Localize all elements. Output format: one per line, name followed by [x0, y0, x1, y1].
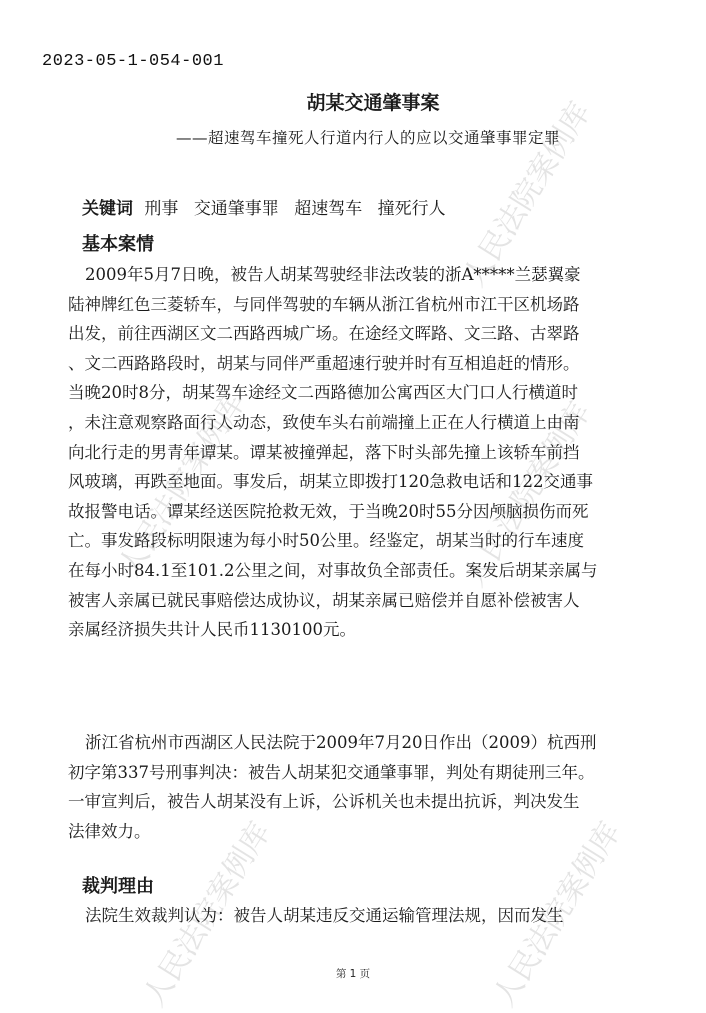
text-line: 亲属经济损失共计人民币1130100元。 — [68, 620, 356, 640]
text-line: 初字第337号刑事判决：被告人胡某犯交通肇事罪，判处有期徒刑三年。 — [68, 762, 595, 782]
text-line: 亡。事发路段标明限速为每小时50公里。经鉴定，胡某当时的行车速度 — [68, 531, 584, 551]
watermark: 人民法院案例库 — [136, 816, 278, 1013]
keyword: 交通肇事罪 — [193, 199, 279, 219]
document-subtitle: ——超速驾车撞死人行道内行人的应以交通肇事罪定罪 — [175, 129, 560, 147]
keyword: 撞死行人 — [377, 199, 446, 219]
watermark: 人民法院案例库 — [111, 386, 253, 583]
section-heading-reasoning: 裁判理由 — [82, 876, 154, 897]
keywords-row — [82, 194, 456, 219]
text-line: 陆神牌红色三菱轿车，与同伴驾驶的车辆从浙江省杭州市江干区机场路 — [68, 294, 580, 314]
text-line: 风玻璃，再跌至地面。事发后，胡某立即拨打120急救电话和122交通事 — [68, 472, 593, 492]
text-line: 向北行走的男青年谭某。谭某被撞弹起，落下时头部先撞上该轿车前挡 — [68, 442, 580, 462]
paragraph-reasoning — [68, 901, 688, 931]
document-title: 胡某交通肇事案 — [306, 92, 440, 114]
watermark: 人民法院案例库 — [456, 96, 598, 293]
text-line: 出发，前往西湖区文二西路西城广场。在途经文晖路、文三路、古翠路 — [68, 324, 580, 344]
watermark: 人民法院案例库 — [456, 396, 598, 593]
text-line: 被害人亲属已就民事赔偿达成协议，胡某亲属已赔偿并自愿补偿被害人 — [68, 590, 580, 610]
text-line: 浙江省杭州市西湖区人民法院于2009年7月20日作出（2009）杭西刑 — [85, 733, 597, 752]
text-line: 法院生效裁判认为：被告人胡某违反交通运输管理法规，因而发生 — [85, 906, 564, 925]
keyword: 超速驾车 — [294, 199, 363, 219]
text-line: 在每小时84.1至101.2公里之间，对事故负全部责任。案发后胡某亲属与 — [68, 560, 598, 580]
keywords-label: 关键词 — [82, 199, 133, 219]
text-line: 2009年5月7日晚，被告人胡某驾驶经非法改装的浙A*****兰瑟翼豪 — [85, 265, 581, 284]
text-line: 法律效力。 — [68, 821, 151, 841]
text-line: 当晚20时8分，胡某驾车途经文二西路德加公寓西区大门口人行横道时 — [68, 383, 578, 403]
page-number: 第 1 页 — [335, 968, 371, 980]
text-line: ，未注意观察路面行人动态，致使车头右前端撞上正在人行横道上由南 — [68, 412, 580, 432]
text-line: 、文二西路路段时，胡某与同伴严重超速行驶并时有互相追赶的情形。 — [68, 353, 580, 373]
document-id: 2023-05-1-054-001 — [42, 52, 224, 71]
keyword: 刑事 — [144, 199, 179, 219]
paragraph-facts — [68, 260, 688, 645]
section-heading-basic-facts: 基本案情 — [82, 234, 154, 255]
text-line: 一审宣判后，被告人胡某没有上诉，公诉机关也未提出抗诉，判决发生 — [68, 792, 580, 812]
paragraph-judgment — [68, 728, 688, 846]
text-line: 故报警电话。谭某经送医院抢救无效，于当晚20时55分因颅脑损伤而死 — [68, 501, 589, 521]
watermark: 人民法院案例库 — [486, 816, 628, 1013]
